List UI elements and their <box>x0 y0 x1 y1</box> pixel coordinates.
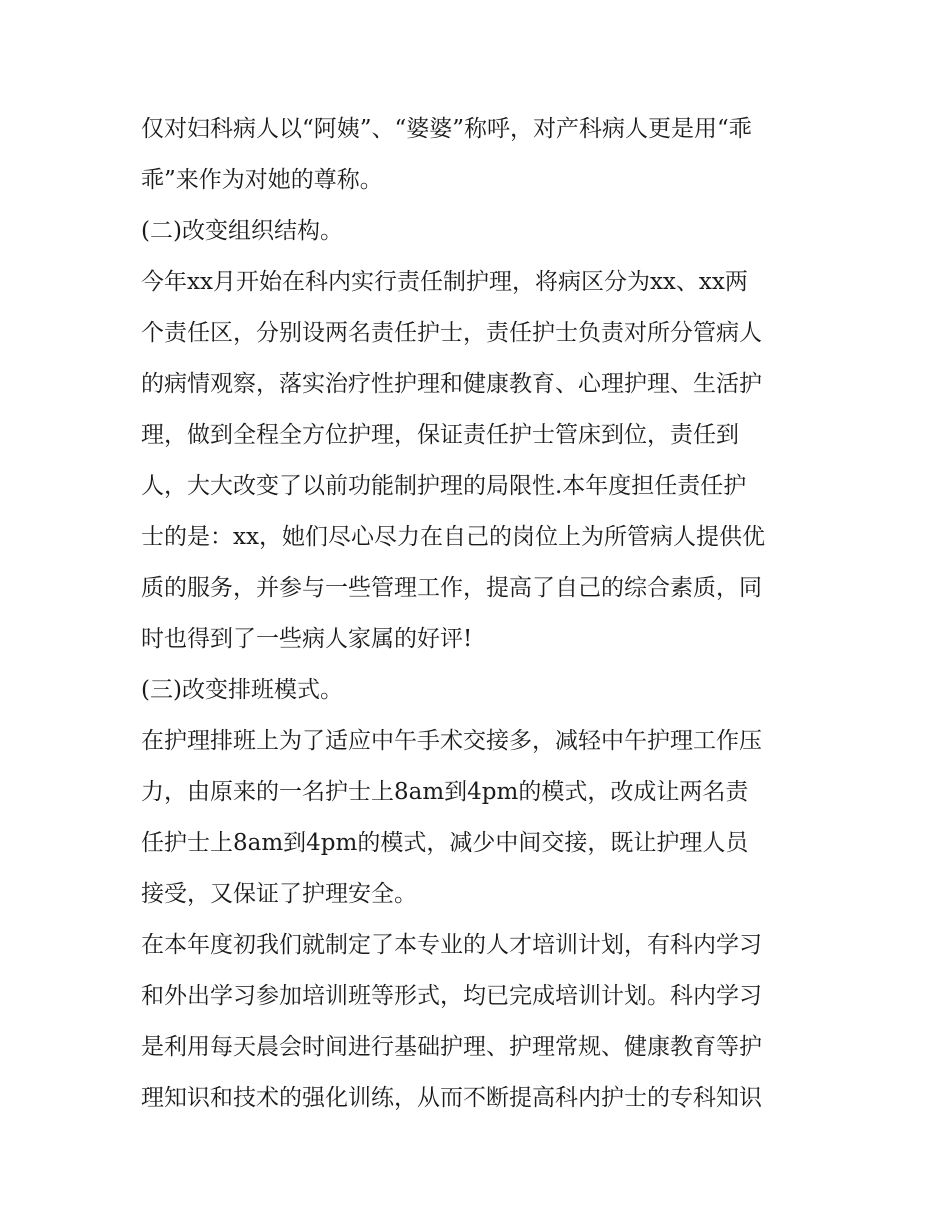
text-line: 力，由原来的一名护士上8am到4pm的模式，改成让两名责 <box>141 779 749 805</box>
text-line: 质的服务，并参与一些管理工作，提高了自己的综合素质，同 <box>141 575 762 601</box>
section-heading: (二)改变组织结构。 <box>141 218 343 244</box>
text-line: 是利用每天晨会时间进行基础护理、护理常规、健康教育等护 <box>141 1034 762 1060</box>
text-line: 在本年度初我们就制定了本专业的人才培训计划，有科内学习 <box>141 932 762 958</box>
text-line: 仅对妇科病人以“阿姨”、“婆婆”称呼，对产科病人更是用“乖 <box>141 116 752 142</box>
text-line: 的病情观察，落实治疗性护理和健康教育、心理护理、生活护 <box>141 371 762 397</box>
text-line: 理知识和技术的强化训练，从而不断提高科内护士的专科知识 <box>141 1085 762 1111</box>
text-line: 时也得到了一些病人家属的好评! <box>141 626 473 652</box>
text-line: 士的是：xx，她们尽心尽力在自己的岗位上为所管病人提供优 <box>141 524 765 550</box>
text-line: 人，大大改变了以前功能制护理的局限性.本年度担任责任护 <box>141 473 747 499</box>
text-line: 和外出学习参加培训班等形式，均已完成培训计划。科内学习 <box>141 983 762 1009</box>
text-line: 在护理排班上为了适应中午手术交接多，减轻中午护理工作压 <box>141 728 762 754</box>
text-line: 个责任区，分别设两名责任护士，责任护士负责对所分管病人 <box>141 320 762 346</box>
section-heading: (三)改变排班模式。 <box>141 677 343 703</box>
text-line: 任护士上8am到4pm的模式，减少中间交接，既让护理人员 <box>141 830 749 856</box>
body-text <box>141 104 817 1124</box>
text-line: 接受，又保证了护理安全。 <box>141 881 417 907</box>
text-line: 乖”来作为对她的尊称。 <box>141 167 383 193</box>
text-line: 理，做到全程全方位护理，保证责任护士管床到位，责任到 <box>141 422 739 448</box>
text-line: 今年xx月开始在科内实行责任制护理，将病区分为xx、xx两 <box>141 269 748 295</box>
